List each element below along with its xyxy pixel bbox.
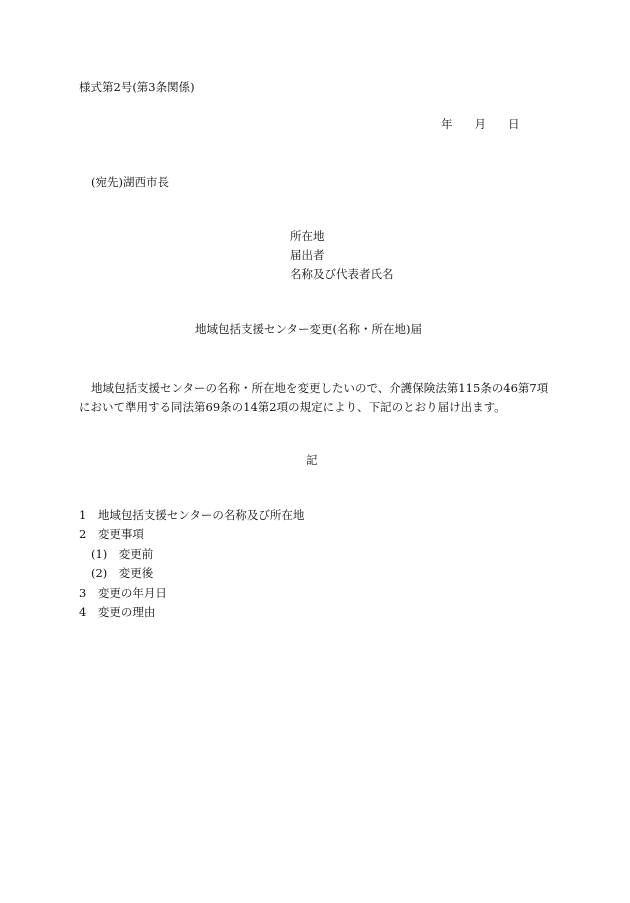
list-item: 2 変更事項 [79, 527, 144, 542]
address-label: 所在地 [290, 229, 325, 243]
form-number: 様式第2号(第3条関係) [79, 80, 195, 94]
list-item: (2) 変更後 [91, 566, 154, 581]
body-line-1: 地域包括支援センターの名称・所在地を変更したいので、介護保険法第115条の46第7項 [91, 381, 549, 395]
date-day-label: 日 [508, 117, 520, 131]
body-paragraph [79, 379, 548, 417]
item-list [79, 510, 304, 626]
addressee: (宛先)湖西市長 [91, 175, 169, 189]
name-label: 名称及び代表者氏名 [290, 267, 394, 281]
date-line [441, 119, 520, 131]
notifier-label: 届出者 [290, 248, 325, 262]
list-item: 1 地域包括支援センターの名称及び所在地 [79, 508, 305, 522]
list-item: (1) 変更前 [91, 546, 154, 561]
list-item: 4 変更の理由 [79, 604, 156, 619]
applicant-block [290, 231, 394, 288]
body-line-2: において準用する同法第69条の14第2項の規定により、下記のとおり届け出ます。 [79, 400, 506, 414]
date-year-label: 年 [441, 117, 453, 131]
ki-heading: 記 [306, 453, 318, 467]
date-month-label: 月 [474, 117, 486, 131]
list-item: 3 変更の年月日 [79, 585, 167, 600]
document-title: 地域包括支援センター変更(名称・所在地)届 [195, 322, 423, 336]
